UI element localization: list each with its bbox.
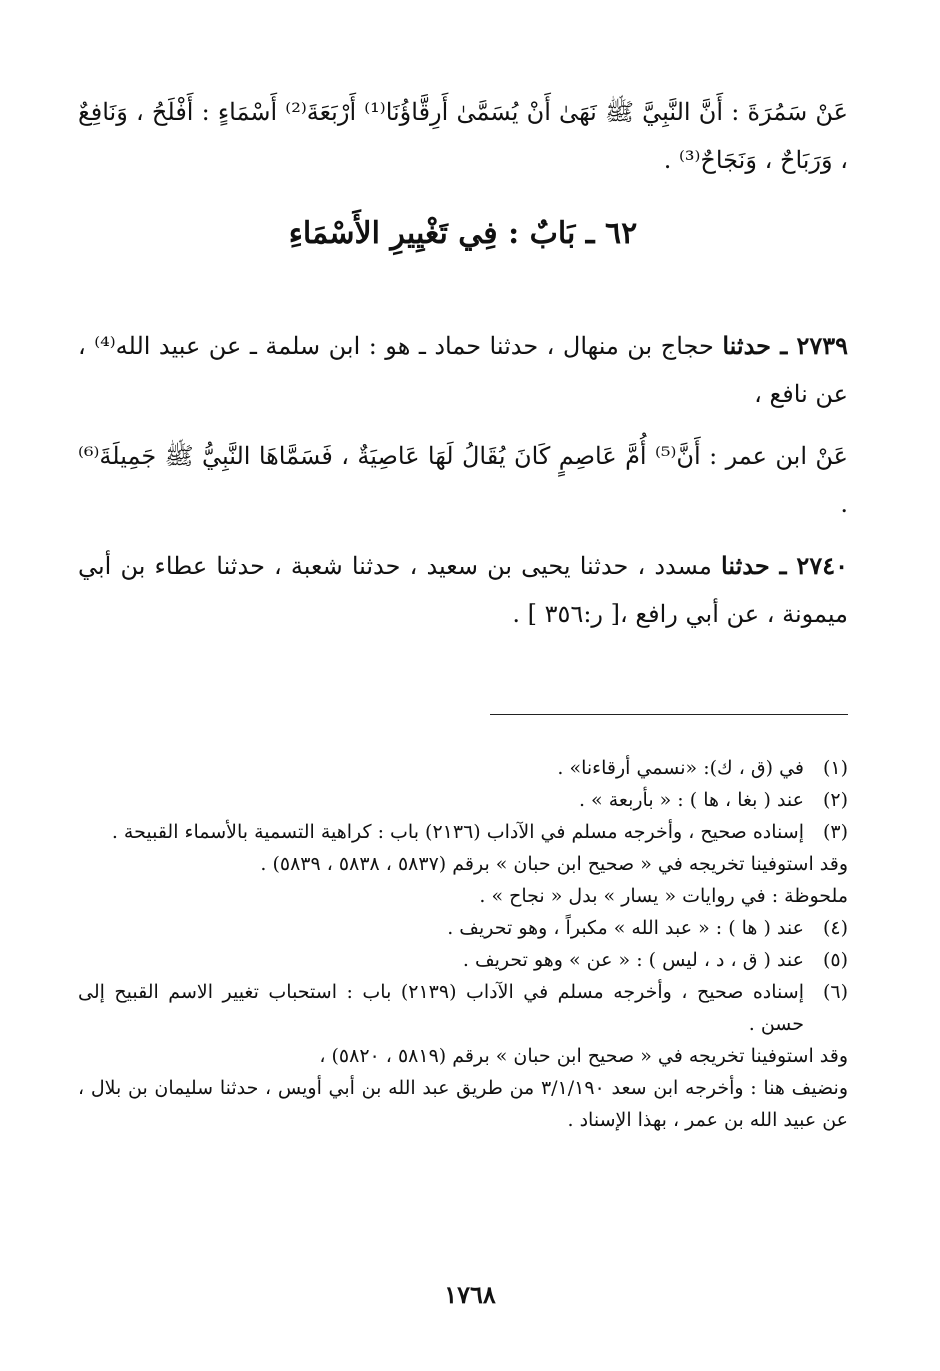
- hadith-2739-chain: [78, 322, 848, 418]
- footnote-3-continuation: وقد استوفينا تخريجه في « صحيح ابن حبان » برقم (٥٨٣٧ ، ٥٨٣٨ ، ٥٨٣٩) .: [260, 853, 848, 875]
- footnote-text: عند ( بغا ، ها ) : « بأربعة » .: [578, 789, 804, 811]
- hadith-2740-text: مسدد ، حدثنا يحيى بن سعيد ، حدثنا شعبة ، حدثنا عطاء بن أبي ميمونة ، عن أبي رافع ،[ ر:٣٥٦ ] .: [78, 552, 848, 628]
- footnote-number: (٤): [822, 917, 848, 939]
- top-paragraph: عَنْ سَمُرَةَ : أَنَّ النَّبِيَّ ﷺ نَهَىٰ أَنْ يُسَمَّىٰ أَرِقَّاؤُنَا⁽¹⁾ أَرْبَعَةَ⁽²⁾ أَسْمَاءٍ : أَفْلَحُ ، وَنَافِعٌ ، وَرَبَاحٌ ، وَنَجَاحٌ⁽³⁾ .: [78, 98, 849, 174]
- footnote-6-addition: ونضيف هنا : وأخرجه ابن سعد ٣/١/١٩٠ من طريق عبد الله بن أبي أويس ، حدثنا سليمان بن بلال ، عن عبيد الله بن عمر ، بهذا الإسناد .: [78, 1077, 848, 1131]
- footnote-text: إسناده صحيح ، وأخرجه مسلم في الآداب (٢١٣٦) باب : كراهية التسمية بالأسماء القبيحة .: [111, 821, 804, 843]
- footnote-text: عند ( ها ) : « عبد الله » مكبراً ، وهو تحريف .: [447, 917, 804, 939]
- hadith-2740: [78, 542, 848, 638]
- footnote-6-continuation: وقد استوفينا تخريجه في « صحيح ابن حبان » برقم (٥٨١٩ ، ٥٨٢٠) ،: [319, 1045, 848, 1067]
- footnotes: [78, 752, 848, 1136]
- footnote-5: [78, 944, 848, 976]
- footnote-text: في (ق ، ك): «نسمي أرقاءنا» .: [557, 757, 804, 779]
- footnote-number: (٣): [822, 821, 848, 843]
- footnote-number: (١): [822, 757, 848, 779]
- footnote-text: عند ( ق ، د ، ليس ) : « عن » وهو تحريف .: [462, 949, 804, 971]
- footnote-text: إسناده صحيح ، وأخرجه مسلم في الآداب (٢١٣٩) باب : استحباب تغيير الاسم القبيح إلى حسن .: [78, 981, 804, 1035]
- hadith-2739-number: ٢٧٣٩ ـ حدثنا: [722, 331, 848, 360]
- footnote-3: [78, 816, 848, 848]
- main-text: [78, 88, 848, 638]
- footnote-3-note: ملحوظة : في روايات « يسار » بدل « نجاح » .: [479, 885, 848, 907]
- hadith-2740-number: ٢٧٤٠ ـ حدثنا: [721, 551, 848, 580]
- chapter-title: ٦٢ ـ بَابٌ : فِي تَغْيِيرِ الأَسْمَاءِ: [288, 216, 638, 251]
- footnote-2: [78, 784, 848, 816]
- footnote-separator: [490, 714, 848, 715]
- footnote-1: [78, 752, 848, 784]
- page-number: ١٧٦٨: [444, 1280, 496, 1309]
- hadith-2739-text: عَنْ ابن عمر : أَنَّ⁽⁵⁾ أُمَّ عَاصِمٍ كَانَ يُقَالُ لَهَا عَاصِيَةٌ ، فَسَمَّاهَا النَّبِيُّ ﷺ جَمِيلَةَ⁽⁶⁾ .: [78, 442, 848, 518]
- footnote-number: (٢): [822, 789, 848, 811]
- footnote-4: [78, 912, 848, 944]
- footnote-number: (٦): [822, 981, 848, 1003]
- footnote-number: (٥): [822, 949, 848, 971]
- footnote-6: [78, 976, 848, 1040]
- hadith-2739-chain-text: حجاج بن منهال ، حدثنا حماد ـ هو : ابن سلمة ـ عن عبيد الله⁽⁴⁾ ، عن نافع ،: [78, 332, 848, 408]
